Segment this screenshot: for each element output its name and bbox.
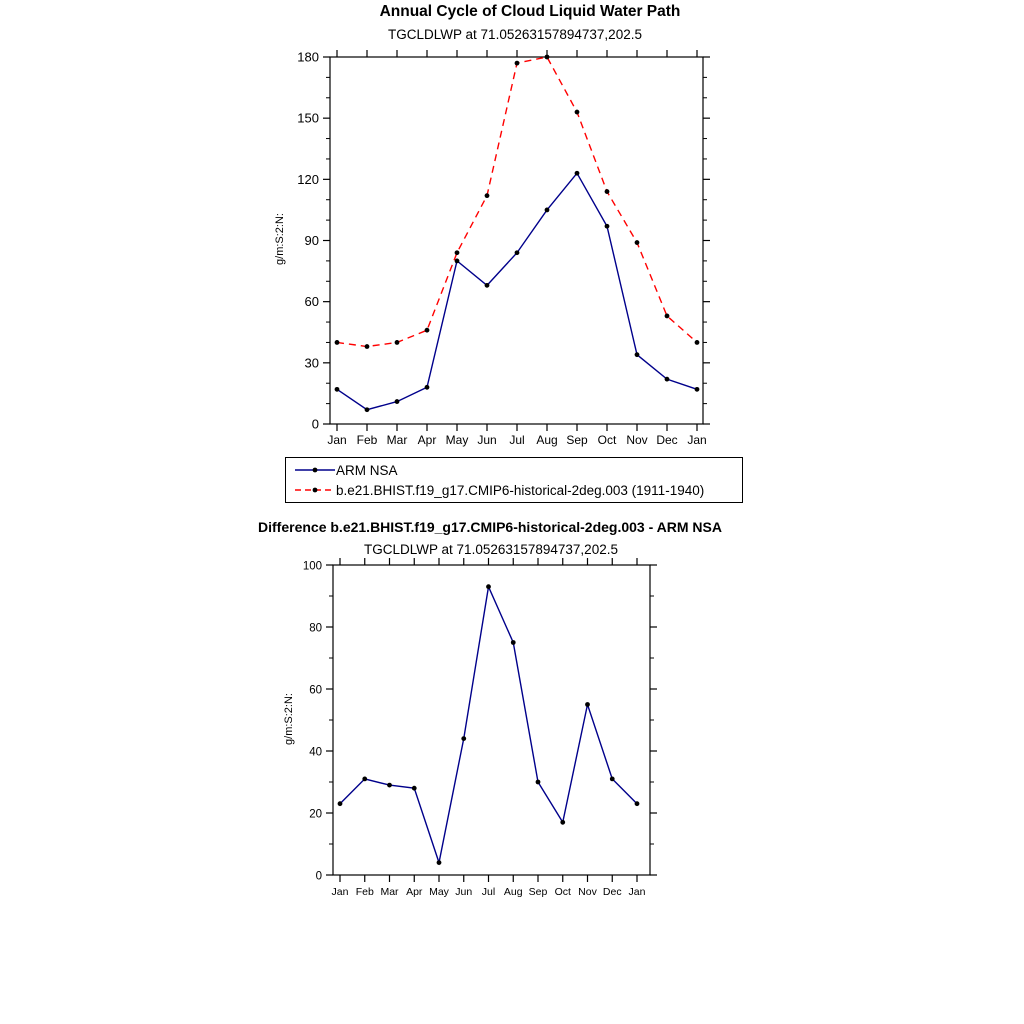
x-tick-label: Dec bbox=[656, 433, 678, 447]
data-point-marker bbox=[412, 786, 417, 791]
legend-label-arm-nsa: ARM NSA bbox=[336, 462, 398, 478]
chart2-title: Difference b.e21.BHIST.f19_g17.CMIP6-historical-2deg.003 - ARM NSA bbox=[258, 519, 722, 535]
data-point-marker bbox=[362, 777, 367, 782]
data-point-marker bbox=[585, 702, 590, 707]
x-tick-label: Jan bbox=[628, 886, 646, 898]
y-tick-label: 80 bbox=[309, 622, 322, 635]
x-tick-label: Sep bbox=[528, 886, 548, 898]
data-point-marker bbox=[486, 584, 491, 589]
x-tick-label: Mar bbox=[386, 433, 408, 447]
x-tick-label: Feb bbox=[355, 886, 374, 898]
y-tick-label: 40 bbox=[309, 746, 322, 759]
data-point-marker bbox=[437, 860, 442, 865]
legend-label-model: b.e21.BHIST.f19_g17.CMIP6-historical-2deg.003 (1911-1940) bbox=[336, 482, 705, 498]
y-tick-label: 0 bbox=[315, 870, 322, 883]
x-tick-label: Nov bbox=[578, 886, 597, 898]
data-point-marker bbox=[635, 801, 640, 806]
chart1-subtitle: TGCLDLWP at 71.05263157894737,202.5 bbox=[388, 27, 642, 42]
x-tick-label: Oct bbox=[554, 886, 571, 898]
x-tick-label: Jul bbox=[509, 433, 525, 447]
x-tick-label: Jan bbox=[327, 433, 347, 447]
data-point-marker bbox=[536, 780, 541, 785]
chart2-yaxis-label: g/m:S:2:N: bbox=[283, 693, 295, 745]
x-tick-label: Jan bbox=[687, 433, 707, 447]
y-tick-label: 30 bbox=[304, 355, 319, 371]
x-tick-label: May bbox=[445, 433, 469, 447]
x-tick-label: Mar bbox=[380, 886, 399, 898]
x-tick-label: Feb bbox=[356, 433, 378, 447]
x-tick-label: May bbox=[429, 886, 449, 898]
x-tick-label: Jun bbox=[477, 433, 497, 447]
y-tick-label: 100 bbox=[302, 560, 322, 573]
x-tick-label: Sep bbox=[566, 433, 588, 447]
x-tick-label: Aug bbox=[536, 433, 558, 447]
chart2-subtitle: TGCLDLWP at 71.05263157894737,202.5 bbox=[364, 542, 618, 557]
x-tick-label: Jan bbox=[331, 886, 349, 898]
x-tick-label: Oct bbox=[597, 433, 617, 447]
data-point-marker bbox=[387, 783, 392, 788]
plot-frame bbox=[333, 565, 650, 875]
x-tick-label: Apr bbox=[406, 886, 423, 898]
data-point-marker bbox=[338, 801, 343, 806]
y-tick-label: 0 bbox=[311, 416, 319, 432]
y-tick-label: 60 bbox=[304, 294, 319, 310]
x-tick-label: Jun bbox=[455, 886, 473, 898]
y-tick-label: 20 bbox=[309, 808, 322, 821]
x-tick-label: Nov bbox=[626, 433, 648, 447]
y-tick-label: 120 bbox=[297, 171, 319, 187]
y-tick-label: 90 bbox=[304, 233, 319, 248]
x-tick-label: Dec bbox=[602, 886, 622, 898]
chart1-yaxis-label: g/m:S:2:N: bbox=[274, 213, 286, 265]
chart1-title: Annual Cycle of Cloud Liquid Water Path bbox=[379, 3, 681, 20]
data-point-marker bbox=[511, 640, 516, 645]
y-tick-label: 60 bbox=[309, 684, 322, 697]
y-tick-label: 180 bbox=[297, 49, 319, 65]
x-tick-label: Apr bbox=[417, 433, 437, 447]
data-point-marker bbox=[560, 820, 565, 825]
data-point-marker bbox=[461, 736, 466, 741]
x-tick-label: Aug bbox=[503, 886, 523, 898]
y-tick-label: 150 bbox=[297, 110, 319, 126]
x-tick-label: Jul bbox=[481, 886, 496, 898]
data-point-marker bbox=[610, 777, 615, 782]
series-line bbox=[340, 587, 637, 863]
